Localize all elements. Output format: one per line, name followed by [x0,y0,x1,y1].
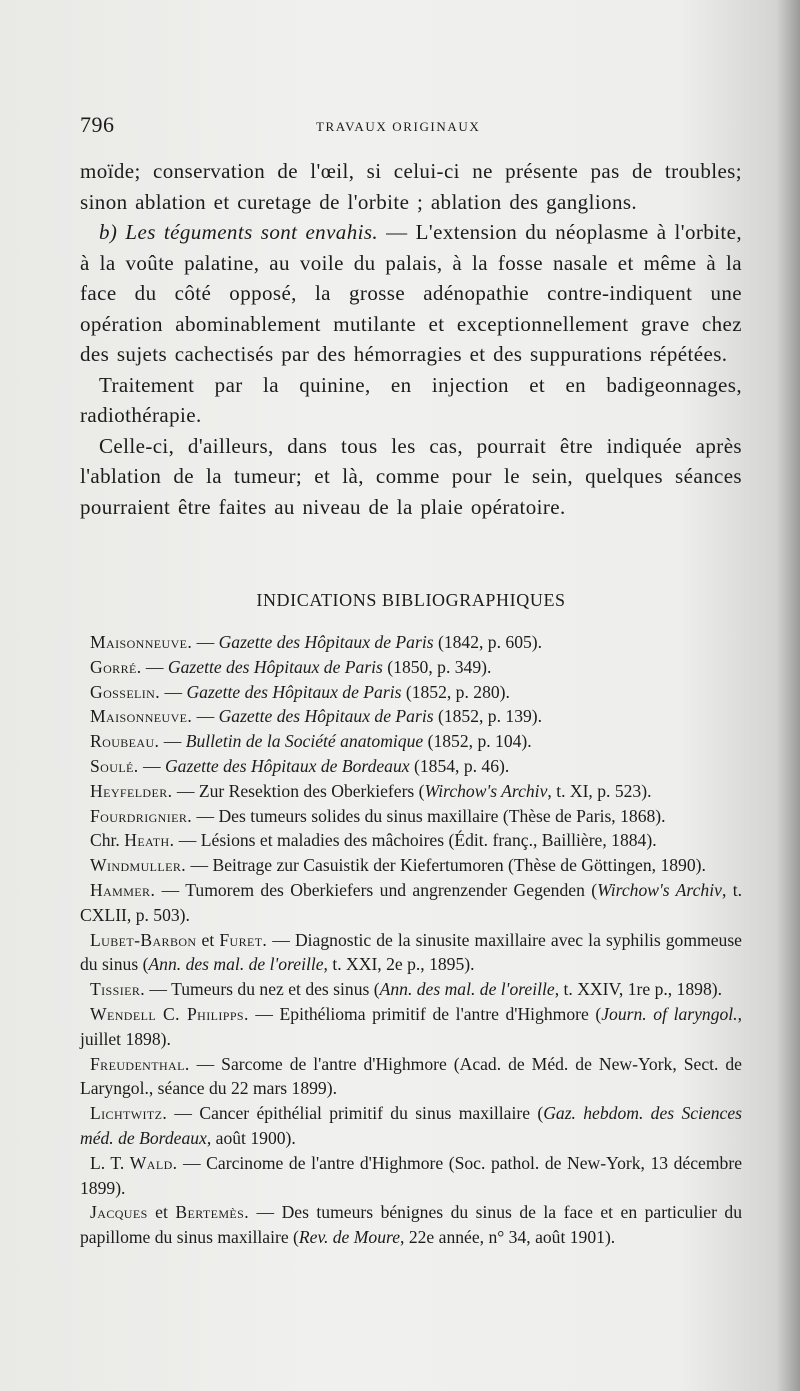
entry-author: Hammer. [90,879,156,900]
entry-text: — Des tumeurs bénignes du sinus de la face et en particulier du papillome du sinus maxillaire ( [80,1202,743,1248]
bibliography-entry [80,779,742,804]
section-heading: INDICATIONS BIBLIOGRAPHIQUES [256,590,566,610]
bibliography-entry [80,704,742,729]
entry-text: (1852, p. 104). [423,731,532,752]
entry-text: — [159,731,186,752]
entry-text: (1854, p. 46). [409,755,510,776]
bibliography-list [80,630,742,1250]
entry-source: Gazette des Hôpitaux de Paris [218,706,434,727]
bibliography-entry [80,1101,742,1151]
entry-author: Maisonneuve. [90,632,193,652]
entry-text: (1850, p. 349). [382,656,492,677]
bibliography-entry [80,977,742,1002]
entry-text: , t. XXIV, 1re p., 1898). [554,979,723,1000]
bibliography-entry [80,928,742,978]
entry-source: Gazette des Hôpitaux de Paris [167,656,383,677]
paragraph-4: Celle-ci, d'ailleurs, dans tous les cas, pourrait être indiquée après l'ablation de la tumeur; et là, comme pour le sein, quelques séances pourraient être faites au niveau de la plaie opératoire. [80,433,742,519]
entry-text: — [141,656,168,677]
bibliography-entry [80,1151,742,1201]
entry-text: — [160,681,187,702]
entry-text: — [138,755,165,776]
entry-author: Heath. [124,830,175,851]
entry-text: , août 1900). [206,1127,296,1148]
bibliography-entry [80,804,742,829]
entry-author: Tissier. [90,979,146,1000]
entry-author: Gosselin. [90,681,161,702]
entry-source: Wirchow's Archiv [424,780,548,801]
entry-text: , t. XI, p. 523). [547,780,652,801]
bibliography-entry [80,853,742,878]
entry-text: — Carcinome de l'antre d'Highmore (Soc. pathol. de New-York, 13 décembre 1899). [80,1152,743,1198]
entry-author: Jacques [90,1202,148,1223]
bibliography-entry [80,680,742,705]
page-header [80,112,740,142]
entry-text: — Zur Resektion des Oberkiefers ( [172,780,425,801]
entry-author: Maisonneuve. [90,706,193,727]
entry-text: — Tumeurs du nez et des sinus ( [145,979,380,1000]
entry-text: — Tumorem des Oberkiefers und angrenzender Gegenden ( [155,879,598,900]
entry-source: Gazette des Hôpitaux de Paris [186,681,402,702]
entry-text: — Diagnostic de la sinusite maxillaire avec la syphilis gommeuse du sinus ( [80,929,742,975]
subsection-label: b) [99,220,118,244]
entry-text: — Sarcome de l'antre d'Highmore (Acad. de Méd. de New-York, Sect. de Laryngol., séance du 22 mars 1899). [80,1053,742,1099]
entry-text: , t. XXI, 2e p., 1895). [323,954,475,975]
entry-author: Wald. [129,1152,178,1173]
entry-text: et [147,1202,176,1223]
entry-text: — Lésions et maladies des mâchoires (Édit. franç., Baillière, 1884). [174,830,657,851]
bibliography-entry [80,828,742,853]
bibliography-entry [80,1002,742,1052]
bibliography-entry [80,754,742,779]
entry-text: — Cancer épithélial primitif du sinus maxillaire ( [167,1103,544,1124]
entry-author: Soulé. [90,755,139,776]
entry-text: — Beitrage zur Casuistik der Kiefertumoren (Thèse de Göttingen, 1890). [186,855,706,876]
entry-source: Bulletin de la Société anatomique [185,731,424,752]
entry-text: (1852, p. 139). [433,706,543,727]
entry-author: Heyfelder. [90,780,173,801]
entry-text: Chr. [90,830,125,851]
entry-author: Gorré. [90,656,142,677]
bibliography-entry [80,729,742,754]
entry-text: L. T. [90,1152,130,1173]
entry-author: Lichtwitz. [90,1103,168,1124]
entry-source: Journ. of laryngol. [601,1003,738,1024]
bibliography-entry [80,1200,742,1250]
entry-author: Fourdrignier. [90,805,193,826]
entry-text: , 22e année, n° 34, août 1901). [400,1227,616,1248]
paragraph-3: Traitement par la quinine, en injection et en badigeonnages, radiothérapie. [80,372,742,427]
bibliography-entry [80,630,742,655]
bibliography-entry [80,1052,742,1102]
entry-author: Furet. [219,929,268,950]
entry-text: (1842, p. 605). [433,632,543,652]
entry-text: — [192,706,219,727]
entry-source: Gazette des Hôpitaux de Paris [218,632,434,652]
bibliography-entry [80,655,742,680]
entry-text: , t. CXLII, p. 503). [80,879,742,925]
paragraph-1: moïde; conservation de l'œil, si celui-ci ne présente pas de troubles; sinon ablation et curetage de l'orbite ; ablation des ganglions. [80,159,742,214]
entry-text: — Des tumeurs solides du sinus maxillaire (Thèse de Paris, 1868). [192,805,666,826]
entry-author: Freudenthal. [90,1053,190,1074]
entry-author: Roubeau. [90,731,160,752]
entry-source: Gazette des Hôpitaux de Bordeaux [164,755,410,776]
entry-source: Gaz. hebdom. des Sciences méd. de Bordeaux [80,1103,743,1148]
entry-source: Wirchow's Archiv [597,879,722,900]
running-head: TRAVAUX ORIGINAUX [316,119,481,134]
bibliography-entry [80,878,742,928]
paragraph-2-text: — L'extension du néoplasme à l'orbite, à la voûte palatine, au voile du palais, à la fosse nasale et même à la face du côté opposé, la grosse adénopathie contre-indiquent une opération abominablement mutilante et exceptionnellement grave chez des sujets cachectisés par des hémorragies et des suppurations répétées. [80,220,742,366]
entry-author: Lubet-Barbon [90,929,197,950]
entry-source: Rev. de Moure [298,1227,401,1248]
page-number: 796 [80,112,115,137]
entry-text: — [192,632,219,652]
entry-author: Bertemès. [175,1202,250,1223]
entry-author: Wendell C. Philipps. [90,1003,249,1024]
subsection-title: Les téguments sont envahis. [125,220,379,244]
entry-text: , juillet 1898). [80,1003,742,1049]
entry-source: Ann. des mal. de l'oreille [379,979,555,1000]
entry-text: et [196,929,220,950]
paragraph-2 [80,217,742,370]
entry-author: Windmuller. [90,855,187,876]
entry-text: — Epithélioma primitif de l'antre d'Highmore ( [248,1003,602,1024]
entry-source: Ann. des mal. de l'oreille [148,954,324,975]
body-text [80,156,742,522]
entry-text: (1852, p. 280). [401,681,510,702]
